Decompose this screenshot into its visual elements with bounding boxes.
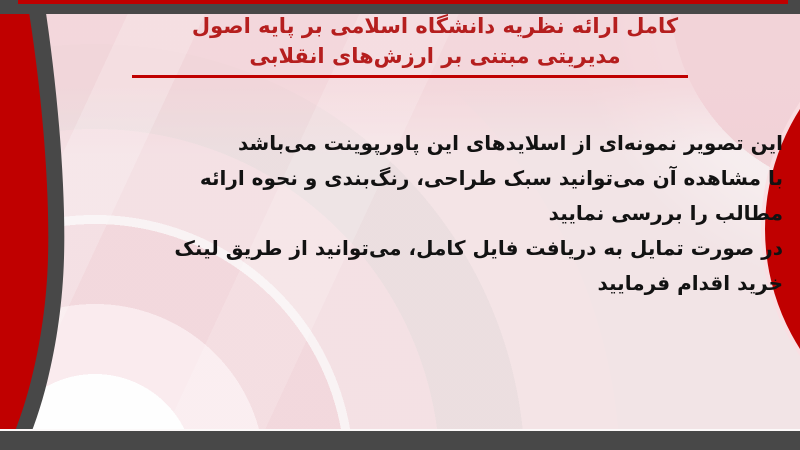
slide-body-text — [143, 126, 783, 301]
body-line-2: با مشاهده آن می‌توانید سبک طراحی، رنگ‌بندی و نحوه ارائه مطالب را بررسی نمایید — [199, 166, 783, 225]
title-underline — [132, 75, 688, 78]
top-red-accent-strip — [18, 0, 788, 4]
slide-title — [70, 11, 800, 71]
left-red-curve-decoration — [0, 0, 80, 450]
slide-title-line-1: کامل ارائه نظریه دانشگاه اسلامی بر پایه اصول — [191, 14, 679, 38]
bottom-gray-bar — [0, 429, 800, 450]
body-line-3: در صورت تمایل به دریافت فایل کامل، می‌توانید از طریق لینک خرید اقدام فرمایید — [174, 236, 783, 295]
body-line-1: این تصویر نمونه‌ای از اسلایدهای این پاورپوینت می‌باشد — [237, 131, 783, 155]
slide-title-line-2: مدیریتی مبتنی بر ارزش‌های انقلابی — [249, 44, 621, 68]
